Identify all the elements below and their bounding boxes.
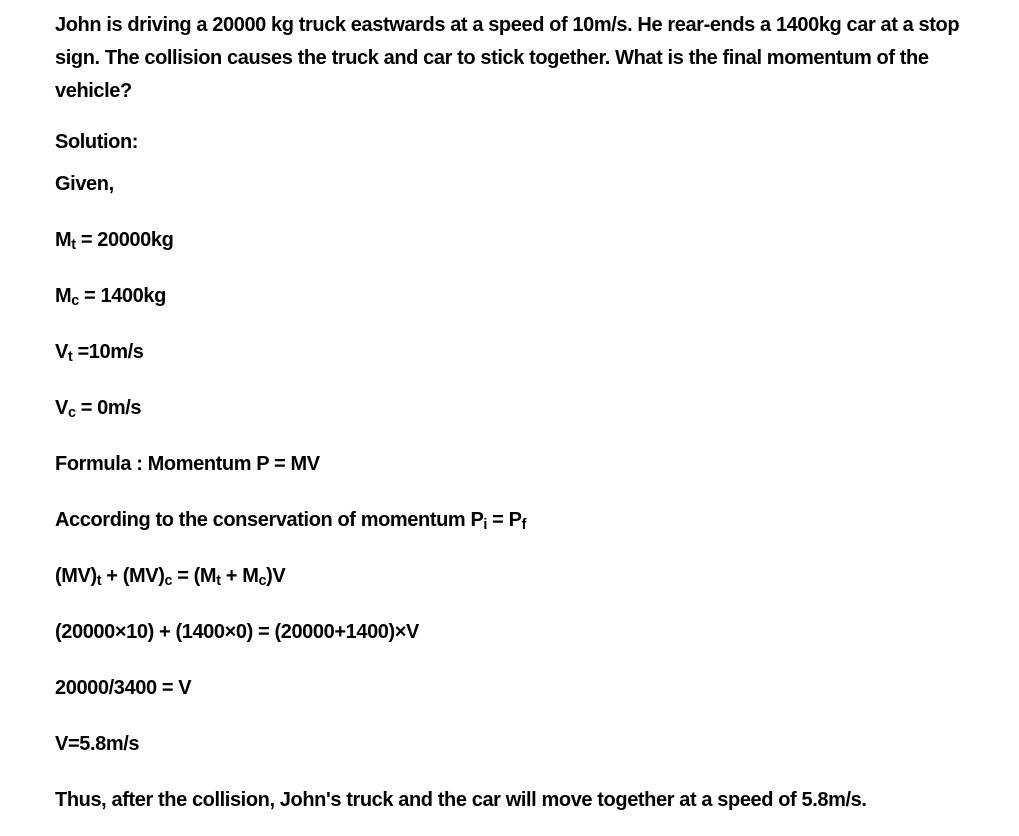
equation-text: = (M [172, 565, 217, 587]
momentum-equation-symbolic [55, 565, 989, 590]
formula-line: Formula : Momentum P = MV [55, 453, 320, 475]
conservation-statement [55, 509, 989, 534]
solution-label: Solution: [55, 131, 139, 153]
subscript: c [67, 405, 76, 422]
division-step: 20000/3400 = V [55, 677, 192, 699]
subscript: c [71, 293, 79, 310]
variable-symbol: V [55, 397, 68, 419]
subscript: t [216, 573, 221, 590]
conclusion-statement: Thus, after the collision, John's truck and the car will move together at a speed of 5.8m/s. [55, 789, 867, 811]
variable-symbol: V [55, 341, 68, 363]
equation-text: (MV) [55, 565, 97, 587]
equation-text: + M [220, 565, 259, 587]
subscript: i [483, 517, 488, 534]
given-car-mass [55, 285, 989, 310]
given-car-velocity [55, 397, 989, 422]
subscript: t [67, 349, 73, 366]
momentum-equation-numeric: (20000×10) + (1400×0) = (20000+1400)×V [55, 621, 419, 643]
equation-text: + (MV) [101, 565, 165, 587]
variable-symbol: M [55, 229, 72, 251]
value-text: = 0m/s [75, 397, 142, 419]
given-label: Given, [55, 173, 114, 195]
value-text: = 1400kg [78, 285, 166, 307]
equation-text: )V [266, 565, 286, 587]
solution-document [0, 9, 1019, 836]
variable-symbol: M [55, 285, 72, 307]
subscript: c [258, 573, 267, 590]
subscript: t [96, 573, 102, 590]
statement-text: According to the conservation of momentum P [55, 509, 484, 531]
problem-statement: John is driving a 20000 kg truck eastwards at a speed of 10m/s. He rear-ends a 1400kg car at a stop sign. The collision causes the truck and car to stick together. What is the final momentum of the vehicle? [55, 14, 960, 102]
subscript: t [71, 237, 76, 254]
subscript: c [164, 573, 173, 590]
given-truck-mass [55, 229, 989, 254]
result-line: V=5.8m/s [55, 733, 140, 755]
given-truck-velocity [55, 341, 989, 366]
subscript: f [521, 517, 526, 534]
value-text: =10m/s [72, 341, 144, 363]
value-text: = 20000kg [75, 229, 174, 251]
statement-text: = P [487, 509, 522, 531]
